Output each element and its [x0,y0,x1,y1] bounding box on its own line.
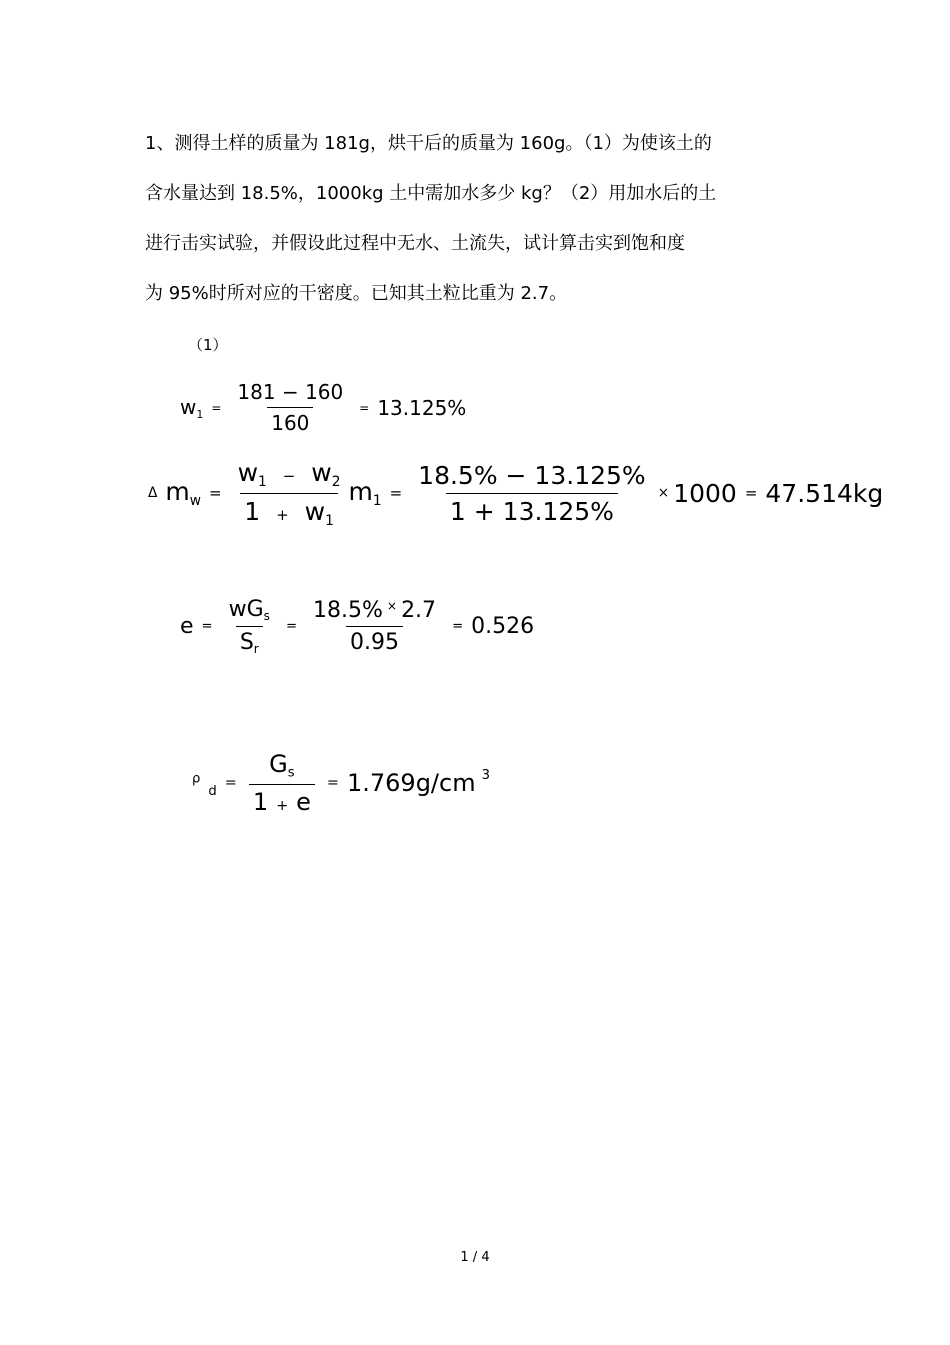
eq1-result: 13.125% [377,395,467,420]
eq3-numeric-numerator: 18.5% × 2.7 [313,598,437,624]
eq1-equals: = [211,400,222,415]
eq2-equals-2: = [389,484,403,503]
eq4-result: 1.769g/cm $^3$ [346,768,490,798]
eq1-lhs: $w_1$ [180,394,204,421]
delta-symbol: Δ [148,485,158,502]
eq3-equals: = [201,619,213,635]
eq2-denominator: $1 + w_1$ [240,493,338,529]
eq4-equals-2: = [326,774,339,791]
equation-water-content [180,380,466,435]
problem-line: 含水量达到 18.5%，1000kg 土中需加水多少 kg？（2）用加水后的土 [145,183,717,204]
equation-dry-density [192,750,490,816]
equation-void-ratio [180,597,534,656]
problem-statement [145,128,825,328]
eq4-equals: = [224,774,237,791]
eq4-denominator: 1 + e [249,784,315,816]
eq2-fraction-numeric [414,461,650,526]
eq2-fraction-symbolic [234,458,345,529]
eq2-equals-3: = [744,484,758,503]
eq2-numeric-numerator: 18.5% − 13.125% [418,460,646,490]
eq3-numerator: $wG_s$ [228,597,270,624]
eq4-lhs: $^\rho_d$ [192,770,217,800]
eq2-numerator: $w_1 - w_2$ [237,458,341,490]
problem-line: 为 95%时所对应的干密度。已知其土粒比重为 2.7。 [145,283,568,304]
times-symbol: × [657,485,670,502]
eq3-lhs: e [180,614,194,640]
eq4-numerator: $G_s$ [269,750,295,781]
equation-water-added [148,458,883,529]
eq3-numeric-denominator: 0.95 [346,626,403,655]
eq3-fraction-numeric [309,598,440,655]
part-label: （1） [188,336,228,354]
eq2-factor: 1000 [673,478,737,508]
eq1-equals-2: = [359,400,370,415]
eq2-numeric-denominator: 1 + 13.125% [446,493,618,526]
problem-line: 1、测得土样的质量为 181g，烘干后的质量为 160g。（1）为使该土的 [145,133,712,154]
eq4-fraction [249,750,315,816]
eq3-denominator: $S_r$ [236,626,263,656]
eq1-denominator: 160 [267,407,313,435]
eq2-mass: $m_1$ [348,477,382,510]
eq2-lhs: $m_w$ [165,477,202,510]
eq3-equals-2: = [285,619,298,635]
eq1-numerator: 181 − 160 [237,380,344,404]
eq3-result: 0.526 [471,614,535,640]
eq1-fraction [233,380,347,435]
eq2-result: 47.514kg [765,478,884,508]
eq3-fraction-symbolic [225,597,274,656]
page-number: 1 / 4 [460,1250,490,1265]
eq2-equals: = [209,484,222,503]
problem-line: 进行击实试验，并假设此过程中无水、土流失，试计算击实到饱和度 [145,233,685,254]
eq3-equals-3: = [452,619,464,635]
